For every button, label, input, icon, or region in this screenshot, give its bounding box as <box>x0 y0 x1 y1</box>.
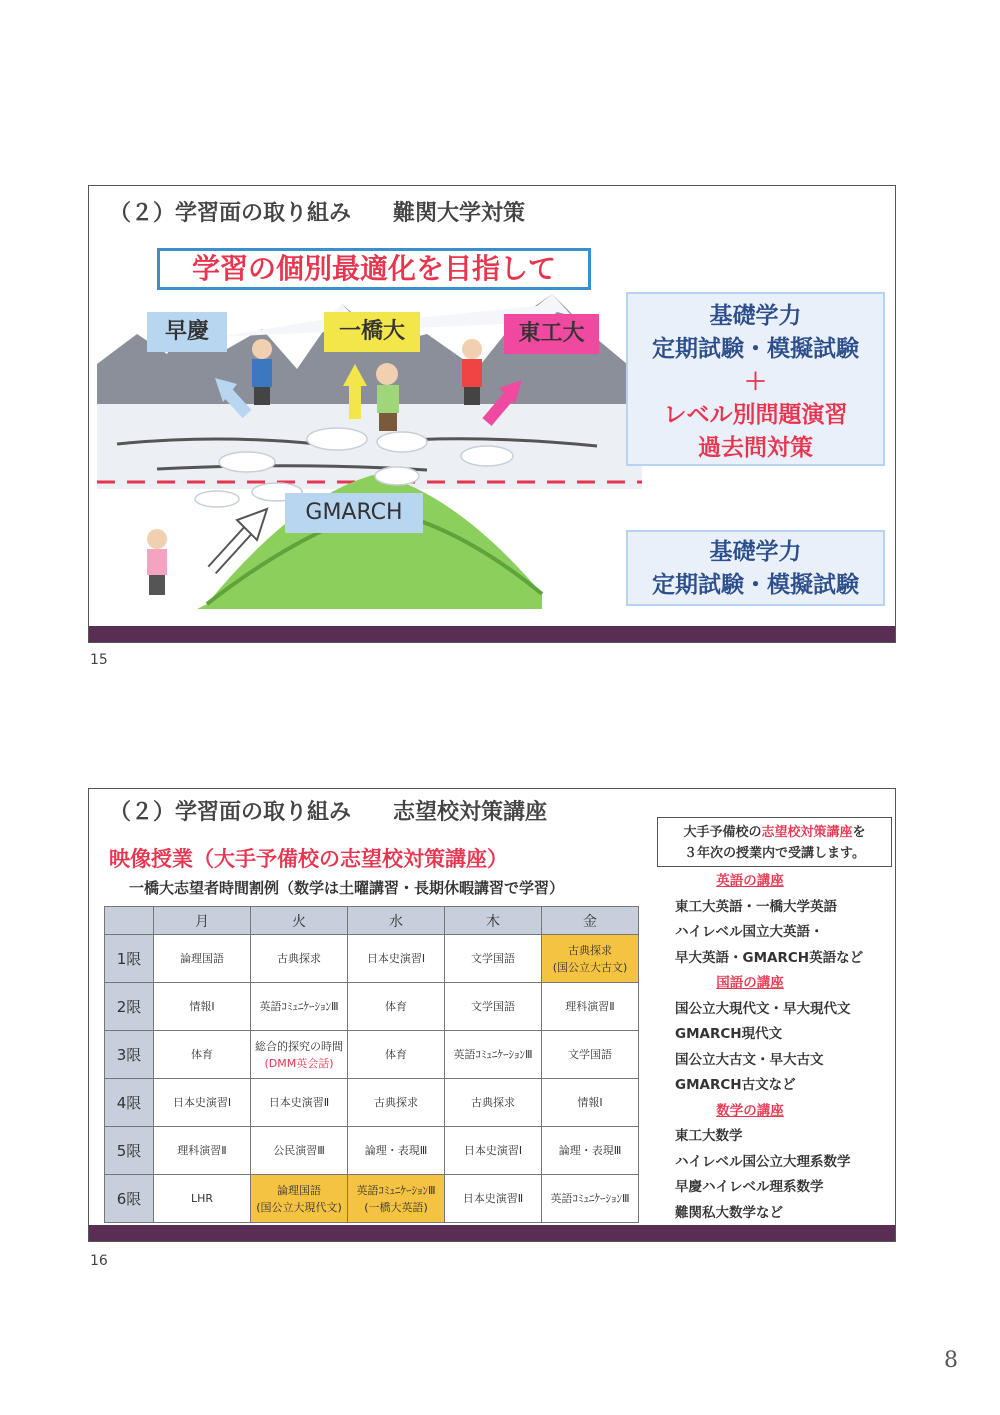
subject-text: 日本史演習Ⅰ <box>366 952 426 965</box>
timetable-cell <box>154 1031 251 1079</box>
slide-title: （２）学習面の取り組み 志望校対策講座 <box>109 800 548 825</box>
period-label: 5限 <box>105 1127 154 1175</box>
label-soukei: 早慶 <box>147 312 227 352</box>
subject-text: (一橋大英語) <box>364 1200 428 1214</box>
course-category-heading: 数学の講座 <box>716 1102 784 1119</box>
timetable <box>104 906 639 1223</box>
timetable-header-row <box>105 907 639 935</box>
course-item: 東工大数学 <box>675 1128 743 1144</box>
day-header: 水 <box>348 907 445 935</box>
timetable-cell <box>251 935 348 983</box>
timetable-cell <box>348 1175 445 1223</box>
timetable-row <box>105 935 639 983</box>
subject-text: 論理・表現Ⅲ <box>364 1144 428 1157</box>
slide-15 <box>88 185 896 643</box>
subject-text: 体育 <box>385 1000 407 1013</box>
timetable-cell <box>154 1175 251 1223</box>
subject-text: 文学国語 <box>471 1000 515 1013</box>
timetable-cell <box>154 1079 251 1127</box>
timetable-cell <box>445 1031 542 1079</box>
subject-text: 理科演習Ⅱ <box>177 1144 227 1157</box>
timetable-cell <box>542 983 639 1031</box>
day-header: 木 <box>445 907 542 935</box>
timetable-body <box>105 935 639 1223</box>
course-item: 早大英語・GMARCH英語など <box>675 949 864 966</box>
subject-text: 英語ｺﾐｭﾆｹｰｼｮﾝⅢ <box>259 1000 339 1013</box>
timetable-cell <box>542 935 639 983</box>
subject-text: 英語ｺﾐｭﾆｹｰｼｮﾝⅢ <box>356 1183 436 1197</box>
subject-text: (国公立大古文) <box>552 960 628 974</box>
slide-subtitle: 志望校対策講座 <box>393 800 548 825</box>
period-label: 1限 <box>105 935 154 983</box>
subject-text: 総合的探究の時間 <box>255 1039 343 1053</box>
slide-number-15: 15 <box>90 652 108 668</box>
slide-subtitle: 難関大学対策 <box>393 201 526 226</box>
course-item: 早慶ハイレベル理系数学 <box>675 1179 824 1195</box>
label-gmarch: GMARCH <box>285 493 423 533</box>
course-item: ハイレベル国公立大理系数学 <box>675 1153 851 1170</box>
subject-text: 日本史演習Ⅱ <box>462 1192 524 1205</box>
period-label: 4限 <box>105 1079 154 1127</box>
subject-text: 古典探求 <box>374 1096 418 1109</box>
subject-text: LHR <box>190 1192 214 1205</box>
corner-cell <box>105 907 154 935</box>
timetable-cell <box>154 1127 251 1175</box>
subject-text: (国公立大現代文) <box>256 1200 342 1214</box>
subject-text: (DMM英会話) <box>264 1056 334 1070</box>
timetable-cell <box>445 1175 542 1223</box>
timetable-cell <box>542 1031 639 1079</box>
timetable-cell <box>251 1031 348 1079</box>
timetable-cell <box>251 983 348 1031</box>
course-item: 東工大英語・一橋大学英語 <box>675 898 837 915</box>
course-info-box: 大手予備校の志望校対策講座を ３年次の授業内で受講します。 <box>657 817 892 867</box>
subject-text: 日本史演習Ⅱ <box>268 1096 330 1109</box>
timetable-cell <box>154 935 251 983</box>
timetable-row <box>105 1031 639 1079</box>
timetable-cell <box>542 1079 639 1127</box>
timetable-caption: 一橋大志望者時間割例（数学は土曜講習・長期休暇講習で学習） <box>129 879 565 897</box>
timetable-cell <box>445 1079 542 1127</box>
subject-text: 公民演習Ⅲ <box>273 1144 325 1157</box>
subject-text: 古典探求 <box>471 1096 515 1109</box>
timetable-cell <box>348 1127 445 1175</box>
upper-level-box: 基礎学力 定期試験・模擬試験 ＋ レベル別問題演習 過去問対策 <box>626 292 885 466</box>
subject-text: 日本史演習Ⅰ <box>172 1096 232 1109</box>
timetable-cell <box>348 1079 445 1127</box>
period-label: 3限 <box>105 1031 154 1079</box>
course-item: ハイレベル国立大英語・ <box>675 924 824 940</box>
timetable-cell <box>348 935 445 983</box>
course-item: GMARCH現代文 <box>675 1026 783 1042</box>
timetable-row <box>105 1127 639 1175</box>
subject-text: 情報Ⅰ <box>189 1000 215 1013</box>
timetable-cell <box>445 983 542 1031</box>
timetable-row <box>105 1079 639 1127</box>
subject-text: 体育 <box>385 1048 407 1061</box>
highlight-text: 志望校対策講座 <box>761 825 853 840</box>
lower-level-box: 基礎学力 定期試験・模擬試験 <box>626 530 885 606</box>
timetable-cell <box>542 1127 639 1175</box>
subject-text: 理科演習Ⅱ <box>565 1000 615 1013</box>
timetable-cell <box>154 983 251 1031</box>
timetable-cell <box>445 1127 542 1175</box>
course-item: GMARCH古文など <box>675 1077 796 1093</box>
timetable-cell <box>348 983 445 1031</box>
goal-banner: 学習の個別最適化を目指して <box>157 248 591 290</box>
subject-text: 古典探求 <box>568 943 612 957</box>
subject-text: 論理国語 <box>277 1183 321 1197</box>
subject-text: 体育 <box>191 1048 213 1061</box>
course-category-heading: 英語の講座 <box>716 873 784 889</box>
page-number: 8 <box>944 1348 958 1373</box>
subject-text: 情報Ⅰ <box>577 1096 603 1109</box>
video-lessons-title: 映像授業（大手予備校の志望校対策講座） <box>109 847 508 871</box>
subject-text: 論理国語 <box>180 952 224 965</box>
period-label: 6限 <box>105 1175 154 1223</box>
subject-text: 文学国語 <box>471 952 515 965</box>
subject-text: 古典探求 <box>277 952 321 965</box>
timetable-cell <box>251 1079 348 1127</box>
timetable-cell <box>542 1175 639 1223</box>
subject-text: 論理・表現Ⅲ <box>558 1144 622 1157</box>
subject-text: 英語ｺﾐｭﾆｹｰｼｮﾝⅢ <box>453 1048 533 1061</box>
slide-title: （２）学習面の取り組み 難関大学対策 <box>109 201 526 226</box>
course-item: 国公立大現代文・早大現代文 <box>675 1000 851 1017</box>
course-list <box>675 869 895 1226</box>
day-header: 金 <box>542 907 639 935</box>
subject-text: 英語ｺﾐｭﾆｹｰｼｮﾝⅢ <box>550 1192 630 1205</box>
slide-16 <box>88 788 896 1242</box>
course-category-heading: 国語の講座 <box>716 975 784 991</box>
subject-text: 日本史演習Ⅰ <box>463 1144 523 1157</box>
period-label: 2限 <box>105 983 154 1031</box>
timetable-row <box>105 1175 639 1223</box>
timetable-row <box>105 983 639 1031</box>
timetable-cell <box>445 935 542 983</box>
slide-number-16: 16 <box>90 1253 108 1269</box>
slide-footer-bar <box>89 626 895 642</box>
timetable-cell <box>348 1031 445 1079</box>
timetable-cell <box>251 1175 348 1223</box>
timetable-cell <box>251 1127 348 1175</box>
label-hitotsubashi: 一橋大 <box>324 312 420 352</box>
subject-text: 文学国語 <box>568 1048 612 1061</box>
label-toukou: 東工大 <box>504 314 599 354</box>
course-item: 国公立大古文・早大古文 <box>675 1051 824 1068</box>
course-item: 難関私大数学など <box>675 1204 783 1221</box>
day-header: 月 <box>154 907 251 935</box>
day-header: 火 <box>251 907 348 935</box>
slide-footer-bar <box>89 1225 895 1241</box>
